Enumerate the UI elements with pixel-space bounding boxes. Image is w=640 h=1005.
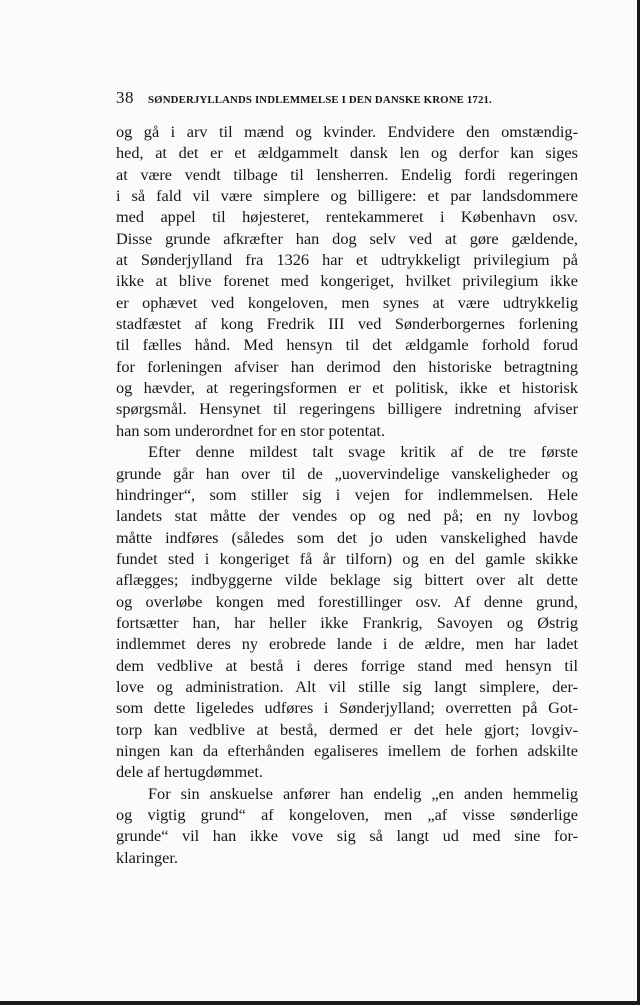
text-line: og overløbe kongen med forestillinger osv. Af denne grund,	[116, 591, 578, 611]
text-line: landets stat måtte der vendes op og ned på; en ny lovbog	[116, 506, 578, 526]
text-line: spørgsmål. Hensynet til regeringens billigere indretning afviser	[116, 399, 578, 419]
scan-edge-bottom	[0, 1001, 640, 1005]
text-line: til fælles hånd. Med hensyn til det ældgamle forhold forud	[116, 335, 578, 355]
text-line: klaringer.	[116, 847, 178, 867]
text-line: at være vendt tilbage til lensherren. Endelig fordi regeringen	[116, 164, 578, 184]
text-line: grunde“ vil han ikke vove sig så langt ud med sine for-	[116, 826, 578, 846]
text-line: i så fald vil være simplere og billigere: et par landsdommere	[116, 186, 578, 206]
text-line: og vigtig grund“ af kongeloven, men „af visse sønderlige	[116, 805, 578, 824]
text-line: love og administration. Alt vil stille sig langt simplere, der-	[116, 676, 578, 696]
text-line: dele af hertugdømmet.	[116, 762, 263, 782]
text-line: måtte indføres (således som det jo uden vanskelighed havde	[116, 527, 578, 547]
text-line: Efter denne mildest talt svage kritik af de tre første	[148, 442, 578, 462]
paragraph	[116, 783, 578, 868]
text-line: torp kan vedblive at bestå, dermed er det hele gjort; lovgiv-	[116, 719, 578, 739]
text-line: at Sønderjylland fra 1326 har et udtrykkeligt privilegium på	[116, 250, 578, 270]
text-line: han som underordnet for en stor potentat.	[116, 420, 386, 440]
page-header	[116, 88, 536, 108]
text-line: og gå i arv til mænd og kvinder. Endvidere den omstændig-	[116, 122, 578, 141]
text-line: er ophævet ved kongeloven, men synes at være udtrykkelig	[116, 292, 578, 312]
text-line: med appel til højesteret, rentekammeret i København osv.	[116, 207, 578, 227]
text-line: ikke at blive forenet med kongeriget, hvilket privilegium ikke	[116, 271, 578, 291]
body-text	[116, 121, 578, 868]
text-line: hindringer“, som stiller sig i vejen for indlemmelsen. Hele	[116, 484, 578, 504]
text-line: grunde går han over til de „uovervindelige vanskeligheder og	[116, 463, 578, 483]
text-line: stadfæstet af kong Fredrik III ved Sønderborgernes forlening	[116, 314, 578, 334]
paragraph	[116, 441, 578, 783]
text-line: fundet sted i kongeriget få år tilforn) og en del gamle skikke	[116, 548, 578, 568]
text-line: dem vedblive at bestå i deres forrige stand med hensyn til	[116, 655, 578, 675]
text-line: og hævder, at regeringsformen er et politisk, ikke et historisk	[116, 378, 578, 398]
running-title: SØNDERJYLLANDS INDLEMMELSE I DEN DANSKE KRONE 1721.	[148, 94, 492, 106]
page-number: 38	[116, 88, 134, 107]
text-line: fortsætter han, har heller ikke Frankrig, Savoyen og Østrig	[116, 612, 578, 632]
text-line: For sin anskuelse anfører han endelig „en anden hemmelig	[148, 783, 578, 803]
text-line: for forleningen afviser han derimod den historiske betragtning	[116, 356, 578, 376]
text-line: aflægges; indbyggerne vilde beklage sig bittert over alt dette	[116, 570, 578, 590]
text-line: indlemmet deres ny erobrede lande i de ældre, men har ladet	[116, 634, 578, 654]
text-line: hed, at det er et ældgammelt dansk len og derfor kan siges	[116, 143, 578, 163]
text-line: ningen kan da efterhånden egaliseres imellem de forhen adskilte	[116, 740, 578, 760]
paragraph	[116, 121, 578, 441]
text-line: Disse grunde afkræfter han dog selv ved at gøre gældende,	[116, 228, 578, 248]
text-line: som dette ligeledes udføres i Sønderjylland; overretten på Got-	[116, 698, 578, 718]
